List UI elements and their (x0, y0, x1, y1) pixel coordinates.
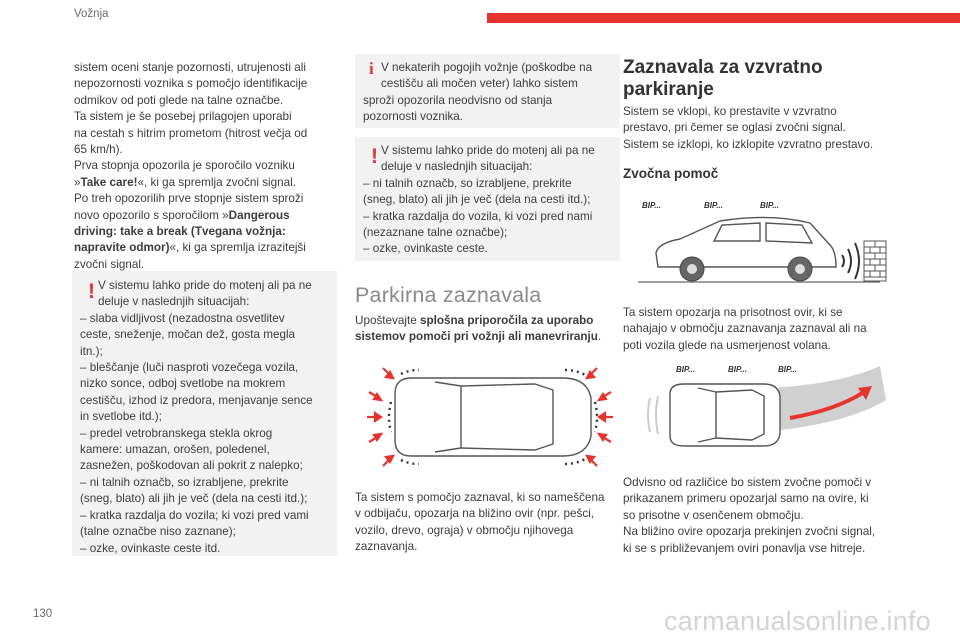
running-header: Vožnja (74, 8, 109, 20)
bip-label: BIP... (760, 201, 779, 210)
box-line: V sistemu lahko pride do motenj ali pa ne (381, 144, 595, 157)
section-heading-parking: Parkirna zaznavala (355, 283, 542, 307)
paragraph-line: Prva stopnja opozorila je sporočilo vozniku (74, 159, 295, 173)
box-line: cestišču, izhod iz predora, menjavanje sence (80, 393, 313, 407)
zone-description: Odvisno od različice bo sistem zvočne pomoči v prikazanem primeru opozarjal samo na ovire, ki so prisotne v osenčenem območju. Na bližino ovire opozarja prekinjen zvočni signal, ki se s približevanjem oviri ponavlja vse hitreje. (623, 476, 876, 555)
box-line: – predel vetrobranskega stekla okrog (80, 426, 273, 440)
car-sensor-diagram (365, 362, 615, 472)
info-box (355, 54, 620, 128)
box-line: – ozke, ovinkaste ceste itd. (80, 541, 221, 555)
box-line: kamere: umazan, orošen, poledenel, (80, 443, 270, 457)
bip-label: BIP... (704, 201, 723, 210)
warning-icon: ! (88, 280, 95, 303)
box-line: V sistemu lahko pride do motenj ali pa ne (98, 279, 312, 292)
car-side-outline (656, 217, 836, 267)
bip-label: BIP... (642, 201, 661, 210)
paragraph-line: Po treh opozorilih prve stopnje sistem sproži (74, 192, 304, 206)
warning-box-1 (72, 271, 337, 556)
box-line: – bleščanje (luči nasproti vozečega vozila, (80, 361, 299, 375)
paragraph-line: odmikov od poti glede na talne označbe. (74, 93, 284, 107)
box-line: nizko sonce, odboj svetlobe na mokrem (80, 377, 286, 391)
paragraph-line: »Take care!«, ki ga spremlja zvočni signal. (74, 175, 296, 189)
bip-label: BIP... (728, 365, 747, 374)
sound-waves (842, 243, 859, 279)
box-line: – ni talnih označb, so izrabljene, prekrite (80, 475, 289, 489)
paragraph-line: nepozornosti voznika s pomočjo identifikacije (74, 77, 308, 91)
header-accent-bar (487, 13, 960, 23)
box-line: in svetlobe itd.); (80, 410, 162, 424)
box-line: itn.); (80, 344, 103, 358)
bip-label: BIP... (778, 365, 797, 374)
page-number: 130 (33, 608, 53, 620)
paragraph-line: novo opozorilo s sporočilom »Dangerous (74, 208, 290, 222)
watermark: carmanualsonline.info (664, 606, 931, 636)
car-side-bip-diagram (630, 195, 890, 290)
box-line: ceste, sneženje, močan dež, gosta megla (80, 328, 296, 342)
warning-icon: ! (371, 145, 378, 168)
box-line: deluje v naslednjih situacijah: (381, 160, 533, 174)
box-line: – slaba vidljivost (nezadostna osvetlitev (80, 311, 285, 325)
paragraph-line: na cestah s hitrim prometom (hitrost večja od (74, 126, 308, 140)
brick-wall (864, 241, 886, 281)
rear-parking-intro: Sistem se vklopi, ko prestavite v vzvratno prestavo, pri čemer se oglasi zvočni signal. Sistem se izklopi, ko izklopite vzvratno prestavo. (623, 105, 874, 151)
detection-arrows (367, 368, 613, 466)
box-line: – kratka razdalja do vozila; ki vozi pred vami (80, 508, 309, 522)
paragraph-line: sistem oceni stanje pozornosti, utrujenosti ali (74, 61, 306, 74)
paragraph-line: Ta sistem je še posebej prilagojen uporabi (74, 110, 292, 124)
car-top-zone-diagram (640, 360, 900, 460)
paragraph-line: zvočni signal. (74, 257, 145, 271)
box-line: – kratka razdalja do vozila, ki vozi pred nami (363, 209, 593, 223)
box-line: (sneg, blato) ali jih je več (dela na cesti itd.); (363, 193, 591, 207)
box-line: (talne označbe niso zaznane); (80, 525, 236, 539)
paragraph-line: napravite odmor)«, ki ga spremlja izrazitejši (74, 241, 306, 255)
box-line: – ni talnih označb, so izrabljene, prekrite (363, 176, 572, 190)
audible-assist-description: Ta sistem opozarja na prisotnost ovir, ki se nahajajo v območju zaznavanja zaznaval ali na poti vozila glede na usmerjenost volana. (623, 306, 867, 352)
parking-intro: Upoštevajte splošna priporočila za uporabo sistemov pomoči pri vožnji ali manevriranju. (355, 314, 602, 344)
parking-description: Ta sistem s pomočjo zaznaval, ki so nameščena v odbijaču, opozarja na bližino ovir (npr. pešci, vozilo, drevo, ograja) v območju njihovega zaznavanja. (355, 491, 605, 554)
car-top-view (670, 384, 780, 446)
subheading-audible-assist: Zvočna pomoč (623, 166, 719, 181)
sensor-dots (389, 370, 597, 464)
section-heading-rear-parking: Zaznavala za vzvratno parkiranje (623, 57, 823, 100)
info-icon: i (369, 59, 374, 78)
car-top-outline (395, 378, 591, 456)
box-line: (nezaznane talne označbe); (363, 226, 508, 240)
box-line: deluje v naslednjih situacijah: (98, 295, 250, 309)
box-line: – ozke, ovinkaste ceste. (363, 242, 488, 256)
box-line: cestišču ali močen veter) lahko sistem (381, 77, 578, 91)
paragraph-line: driving: take a break (Tvegana vožnja: (74, 225, 286, 239)
box-line: zasnežen, poškodovan ali pokrit z nalepko; (80, 459, 303, 473)
box-line: V nekaterih pogojih vožnje (poškodbe na (381, 61, 593, 74)
box-line: pozornosti voznika. (363, 110, 464, 124)
motion-lines (648, 396, 658, 434)
warning-box-2 (355, 137, 620, 261)
message-take-care: Take care! (80, 175, 138, 189)
paragraph-line: 65 km/h). (74, 143, 123, 157)
column-1-text (74, 60, 344, 273)
message-dangerous: Dangerous (228, 208, 290, 222)
box-line: (sneg, blato) ali jih je več (dela na cesti itd.); (80, 492, 308, 506)
shaded-zone (770, 366, 886, 430)
bip-label: BIP... (676, 365, 695, 374)
box-line: sproži opozorila neodvisno od stanja (363, 93, 553, 107)
